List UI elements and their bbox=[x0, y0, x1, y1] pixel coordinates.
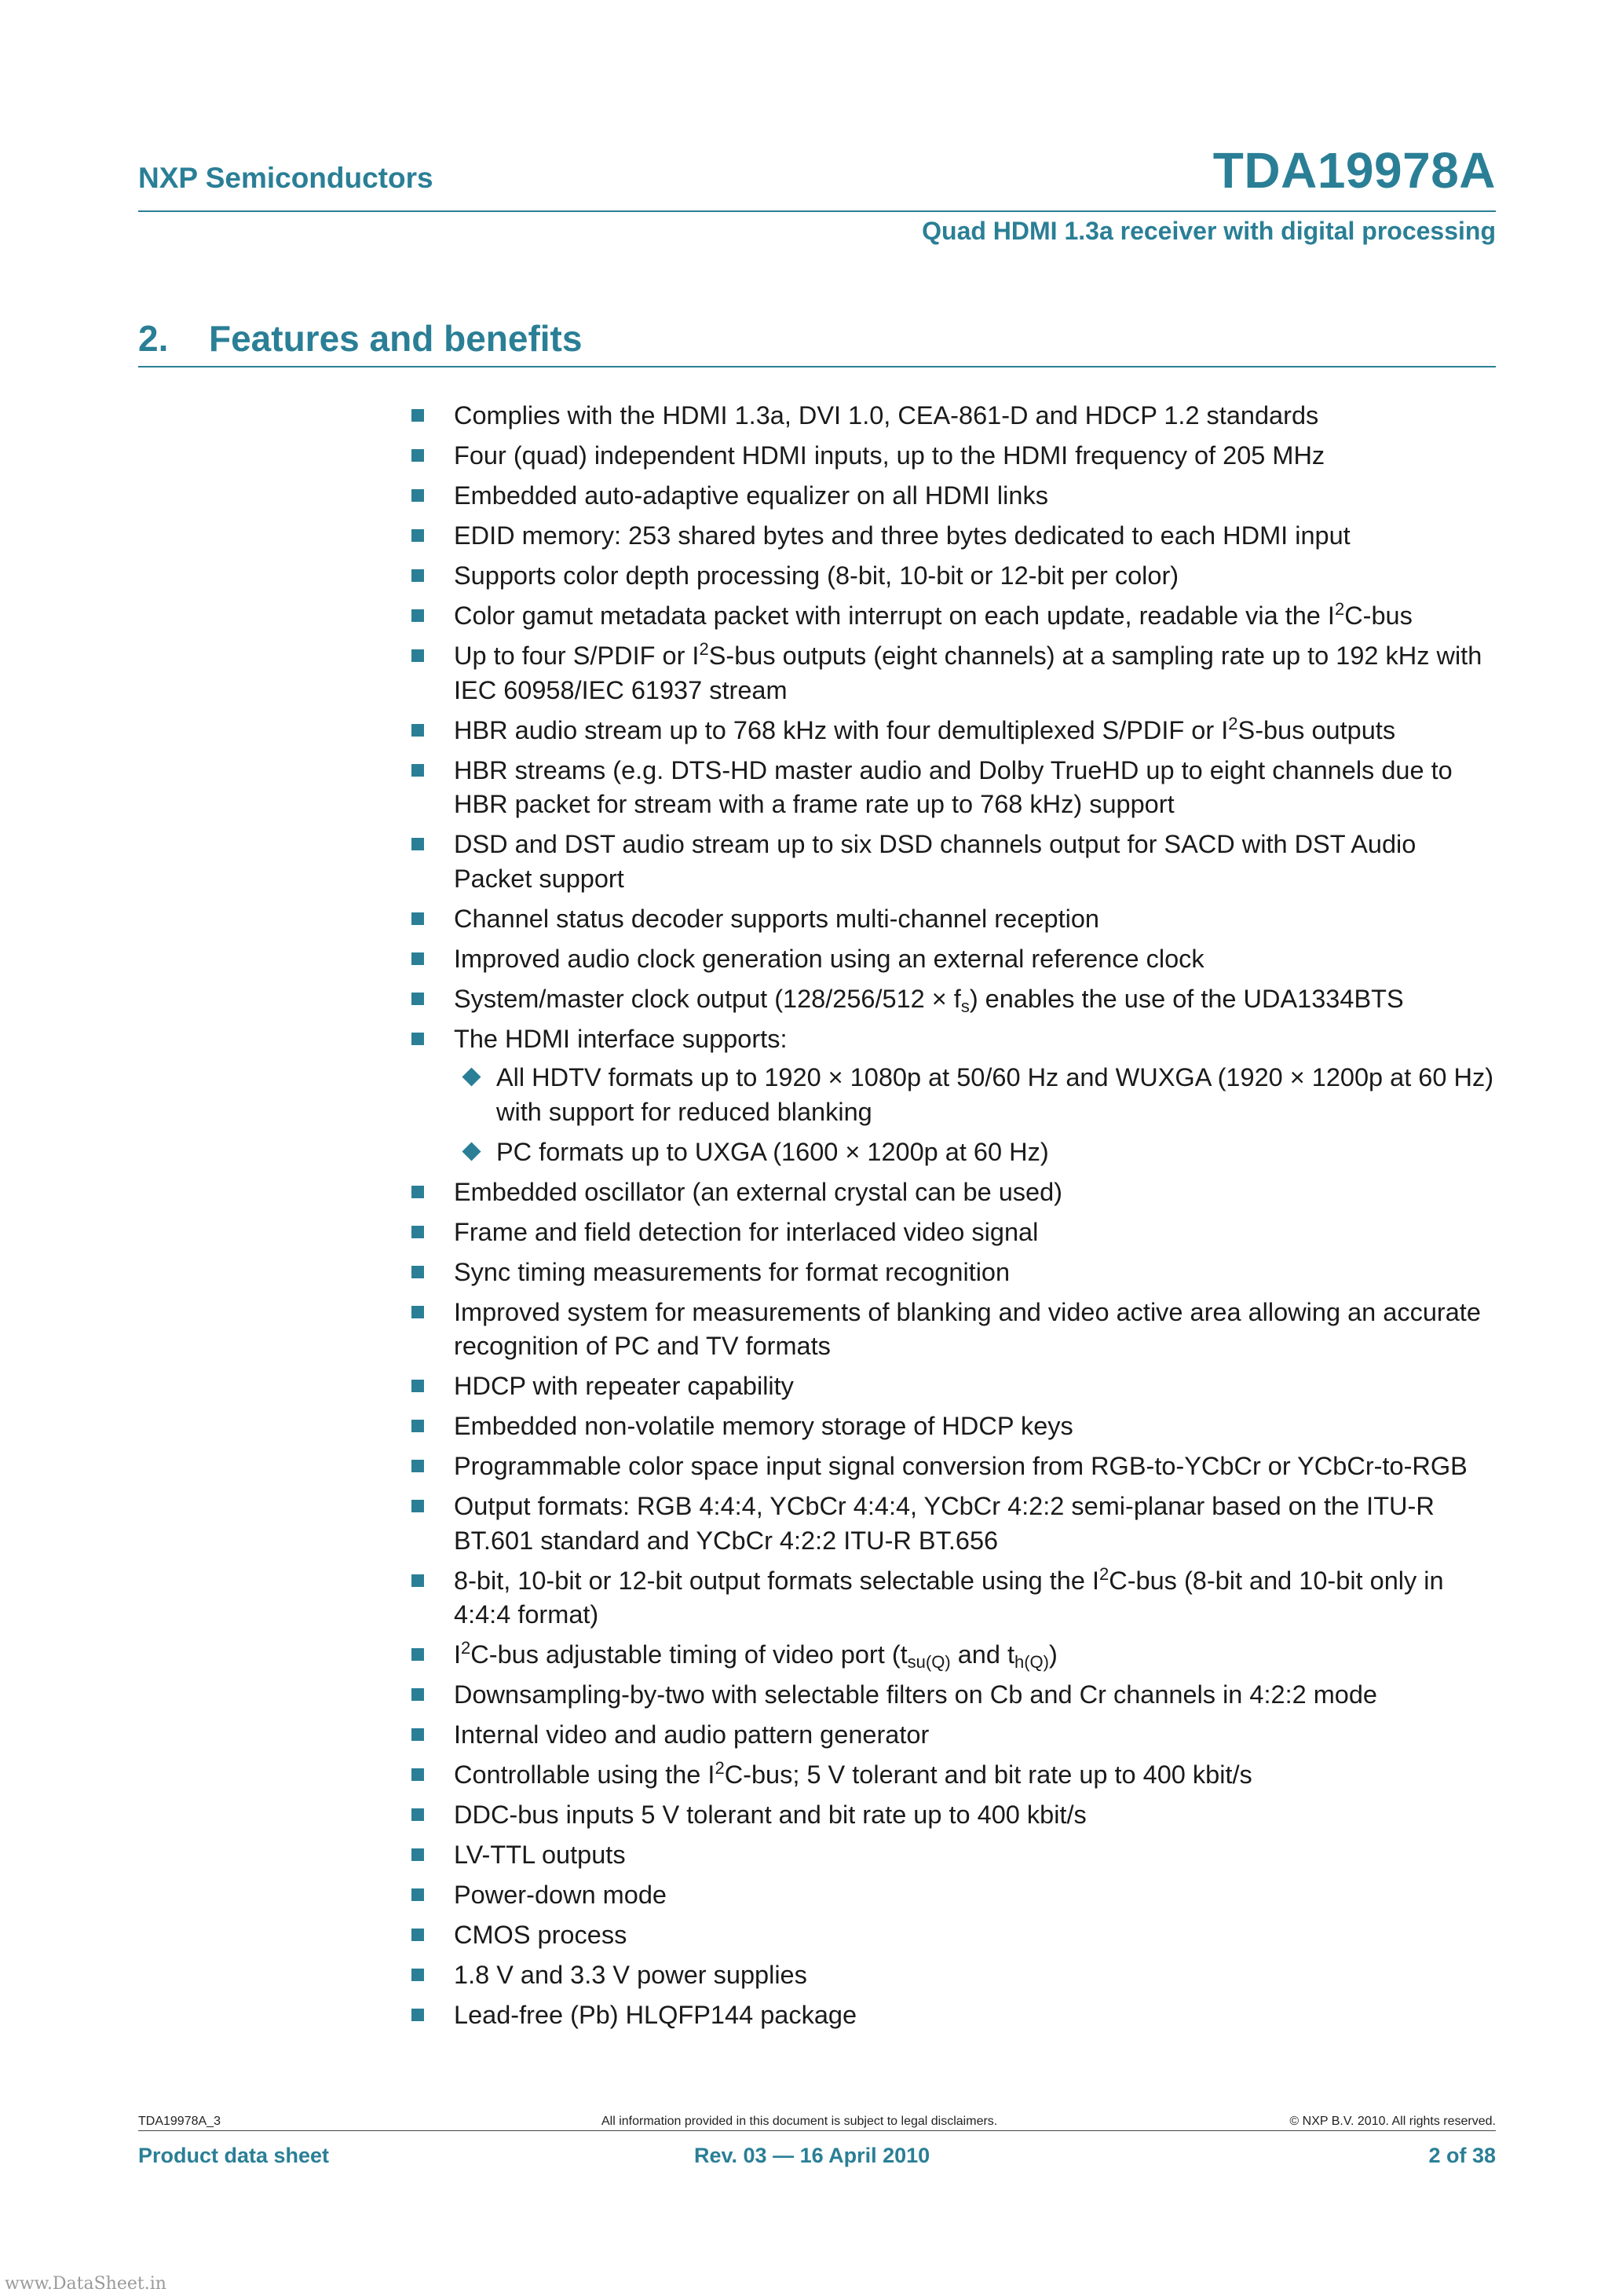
square-bullet-icon bbox=[411, 1728, 424, 1741]
square-bullet-icon bbox=[411, 952, 424, 965]
feature-subtext: PC formats up to UXGA (1600 × 1200p at 60 Hz) bbox=[496, 1137, 1049, 1166]
header-divider bbox=[138, 210, 1496, 212]
square-bullet-icon bbox=[411, 1420, 424, 1432]
feature-item bbox=[411, 1256, 1495, 1290]
footer-copyright: © NXP B.V. 2010. All rights reserved. bbox=[1289, 2115, 1496, 2128]
square-bullet-icon bbox=[411, 1574, 424, 1587]
feature-text: Up to four S/PDIF or $I^2S$-bus outputs (eight channels) at a sampling rate up to 192 kHz with IEC 60958/IEC 61937 stream bbox=[454, 639, 1482, 704]
feature-text: Power-down mode bbox=[454, 1881, 667, 1909]
square-bullet-icon bbox=[411, 529, 424, 542]
feature-item bbox=[411, 439, 1495, 473]
section-title: Features and benefits bbox=[209, 318, 583, 359]
feature-text: HBR audio stream up to 768 kHz with four demultiplexed S/PDIF or $I^2S$-bus outputs bbox=[454, 713, 1396, 744]
feature-text: Improved system for measurements of blanking and video active area allowing an accurate recognition of PC and TV formats bbox=[454, 1297, 1481, 1360]
square-bullet-icon bbox=[411, 569, 424, 582]
square-bullet-icon bbox=[411, 1688, 424, 1701]
feature-text: Downsampling-by-two with selectable filters on Cb and Cr channels in 4:2:2 mode bbox=[454, 1680, 1377, 1709]
square-bullet-icon bbox=[411, 724, 424, 737]
feature-text: Color gamut metadata packet with interrupt on each update, readable via the $I^2C$-bus bbox=[454, 599, 1413, 630]
feature-item bbox=[411, 1958, 1495, 1993]
feature-item bbox=[411, 1022, 1495, 1170]
feature-subtext: All HDTV formats up to 1920 × 1080p at 50/60 Hz and WUXGA (1920 × 1200p at 60 Hz) with support for reduced blanking bbox=[496, 1063, 1494, 1126]
feature-text: 1.8 V and 3.3 V power supplies bbox=[454, 1961, 807, 1989]
square-bullet-icon bbox=[411, 489, 424, 502]
feature-item bbox=[411, 1296, 1495, 1364]
feature-item bbox=[411, 714, 1495, 748]
square-bullet-icon bbox=[411, 993, 424, 1005]
feature-item bbox=[411, 1678, 1495, 1713]
feature-item bbox=[411, 1838, 1495, 1873]
square-bullet-icon bbox=[411, 409, 424, 422]
feature-item bbox=[411, 1718, 1495, 1753]
footer-legal-notice: All information provided in this document is subject to legal disclaimers. bbox=[601, 2115, 998, 2128]
header-subtitle: Quad HDMI 1.3a receiver with digital processing bbox=[922, 217, 1496, 245]
diamond-bullet-icon bbox=[462, 1142, 481, 1161]
footer-revision: Rev. 03 — 16 April 2010 bbox=[694, 2144, 930, 2167]
feature-subitem bbox=[454, 1135, 1495, 1170]
feature-item bbox=[411, 559, 1495, 594]
feature-text: Frame and field detection for interlaced video signal bbox=[454, 1217, 1039, 1246]
feature-item bbox=[411, 1490, 1495, 1558]
square-bullet-icon bbox=[411, 1648, 424, 1661]
header-company: NXP Semiconductors bbox=[138, 162, 433, 194]
feature-text: Improved audio clock generation using an external reference clock bbox=[454, 944, 1204, 973]
feature-subitem bbox=[454, 1061, 1495, 1129]
feature-text: EDID memory: 253 shared bytes and three bytes dedicated to each HDMI input bbox=[454, 521, 1351, 550]
square-bullet-icon bbox=[411, 1380, 424, 1392]
square-bullet-icon bbox=[411, 1808, 424, 1821]
feature-item bbox=[411, 1564, 1495, 1632]
square-bullet-icon bbox=[411, 1226, 424, 1238]
feature-item bbox=[411, 479, 1495, 514]
feature-text: $I^2C$-bus adjustable timing of video port ($t_{su(Q)}$ and $t_{h(Q)}$) bbox=[454, 1638, 1058, 1672]
feature-item bbox=[411, 1798, 1495, 1833]
feature-text: Programmable color space input signal conversion from RGB-to-YCbCr or YCbCr-to-RGB bbox=[454, 1452, 1468, 1480]
square-bullet-icon bbox=[411, 1768, 424, 1781]
feature-list bbox=[411, 399, 1495, 2038]
feature-text: Supports color depth processing (8-bit, 10-bit or 12-bit per color) bbox=[454, 561, 1179, 590]
feature-item bbox=[411, 1998, 1495, 2033]
feature-text: Embedded oscillator (an external crystal can be used) bbox=[454, 1177, 1062, 1206]
square-bullet-icon bbox=[411, 649, 424, 662]
square-bullet-icon bbox=[411, 838, 424, 850]
feature-text: Output formats: RGB 4:4:4, YCbCr 4:4:4, YCbCr 4:2:2 semi-planar based on the ITU-R BT.601 standard and YCbCr 4:2:2 ITU-R BT.656 bbox=[454, 1492, 1435, 1555]
feature-text: The HDMI interface supports: bbox=[454, 1024, 788, 1053]
feature-sublist bbox=[454, 1061, 1495, 1169]
feature-text: HBR streams (e.g. DTS-HD master audio and Dolby TrueHD up to eight channels due to HBR packet for stream with a frame rate up to 768 kHz) support bbox=[454, 755, 1453, 818]
feature-item bbox=[411, 1409, 1495, 1444]
square-bullet-icon bbox=[411, 1888, 424, 1901]
feature-item bbox=[411, 599, 1495, 634]
square-bullet-icon bbox=[411, 912, 424, 925]
feature-item bbox=[411, 942, 1495, 977]
square-bullet-icon bbox=[411, 1186, 424, 1198]
feature-item bbox=[411, 639, 1495, 707]
square-bullet-icon bbox=[411, 1929, 424, 1941]
square-bullet-icon bbox=[411, 1848, 424, 1861]
feature-item bbox=[411, 982, 1495, 1017]
feature-item bbox=[411, 399, 1495, 433]
square-bullet-icon bbox=[411, 2009, 424, 2021]
feature-text: Embedded auto-adaptive equalizer on all HDMI links bbox=[454, 481, 1048, 510]
square-bullet-icon bbox=[411, 609, 424, 622]
feature-text: CMOS process bbox=[454, 1921, 627, 1949]
feature-item bbox=[411, 1369, 1495, 1404]
section-divider bbox=[138, 366, 1496, 367]
feature-item bbox=[411, 1918, 1495, 1953]
feature-text: Embedded non-volatile memory storage of HDCP keys bbox=[454, 1412, 1073, 1440]
feature-text: Channel status decoder supports multi-channel reception bbox=[454, 904, 1100, 933]
header-part-number: TDA19978A bbox=[1212, 142, 1496, 199]
feature-text: Complies with the HDMI 1.3a, DVI 1.0, CEA-861-D and HDCP 1.2 standards bbox=[454, 401, 1319, 430]
square-bullet-icon bbox=[411, 449, 424, 462]
feature-text: System/master clock output $(128/256/512 \times f_s)$ enables the use of the UDA1334BTS bbox=[454, 984, 1404, 1016]
square-bullet-icon bbox=[411, 1460, 424, 1472]
feature-text: LV-TTL outputs bbox=[454, 1841, 626, 1869]
feature-item bbox=[411, 1450, 1495, 1484]
feature-item bbox=[411, 902, 1495, 937]
square-bullet-icon bbox=[411, 1969, 424, 1981]
feature-text: DDC-bus inputs 5 V tolerant and bit rate up to 400 kbit/s bbox=[454, 1801, 1087, 1829]
feature-text: DSD and DST audio stream up to six DSD channels output for SACD with DST Audio Packet support bbox=[454, 830, 1416, 893]
feature-text: Internal video and audio pattern generator bbox=[454, 1720, 930, 1749]
feature-item bbox=[411, 828, 1495, 896]
footer-doc-type: Product data sheet bbox=[138, 2144, 330, 2167]
footer-page-number: 2 of 38 bbox=[1428, 2144, 1496, 2167]
watermark: www.DataSheet.in bbox=[5, 2274, 166, 2294]
feature-item bbox=[411, 1758, 1495, 1793]
feature-item bbox=[411, 1638, 1495, 1673]
square-bullet-icon bbox=[411, 1500, 424, 1512]
feature-text: Controllable using the $I^2C$-bus; 5 V tolerant and bit rate up to 400 kbit/s bbox=[454, 1758, 1252, 1789]
feature-item bbox=[411, 1175, 1495, 1210]
square-bullet-icon bbox=[411, 764, 424, 777]
feature-text: HDCP with repeater capability bbox=[454, 1372, 794, 1400]
section-number: 2. bbox=[138, 318, 169, 359]
feature-text: Four (quad) independent HDMI inputs, up to the HDMI frequency of 205 MHz bbox=[454, 441, 1325, 470]
feature-text: Lead-free (Pb) HLQFP144 package bbox=[454, 2001, 857, 2029]
feature-item bbox=[411, 519, 1495, 554]
feature-text: 8-bit, 10-bit or 12-bit output formats selectable using the $I^2C$-bus (8-bit and 10-bit only in 4:4:4 format) bbox=[454, 1563, 1444, 1629]
feature-text: Sync timing measurements for format recognition bbox=[454, 1257, 1011, 1286]
diamond-bullet-icon bbox=[462, 1067, 481, 1086]
feature-item bbox=[411, 754, 1495, 822]
square-bullet-icon bbox=[411, 1266, 424, 1278]
feature-item bbox=[411, 1216, 1495, 1250]
square-bullet-icon bbox=[411, 1033, 424, 1045]
footer-doc-id: TDA19978A_3 bbox=[138, 2115, 221, 2128]
section-heading bbox=[138, 317, 582, 360]
square-bullet-icon bbox=[411, 1306, 424, 1318]
footer-divider bbox=[138, 2130, 1496, 2131]
feature-item bbox=[411, 1878, 1495, 1913]
